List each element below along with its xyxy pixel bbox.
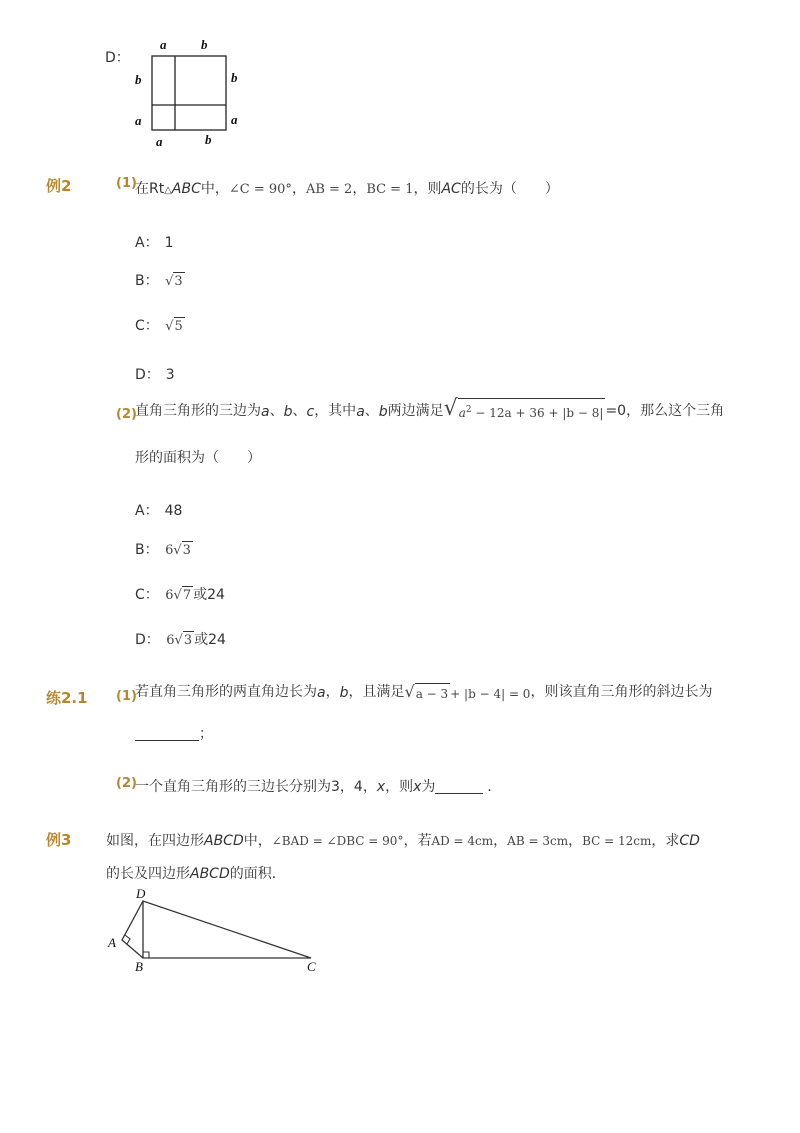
- sqrt-expression: [444, 398, 606, 420]
- pr21-q1-text-part: 若直角三角形的两直角边长为: [135, 684, 317, 700]
- pr21-q1-text-part: ，且满足: [348, 684, 405, 700]
- radicand: 3: [182, 543, 191, 558]
- answer-blank[interactable]: [135, 726, 199, 741]
- practice-2-1-label: 练2.1: [46, 689, 88, 707]
- angle-condition: ∠C = 90°: [228, 182, 292, 197]
- vertex-label-b: B: [135, 959, 143, 974]
- ex3-text-part: 中，: [243, 833, 272, 849]
- ex2-q1-text-part: ，则: [413, 181, 442, 197]
- option-suffix: 或24: [194, 632, 226, 648]
- example-3-label: 例3: [46, 831, 72, 849]
- separator: 、: [269, 403, 284, 419]
- quadrilateral-name: ABCD: [204, 833, 244, 849]
- var-a: a: [356, 404, 365, 420]
- radical-sign: √: [173, 543, 182, 558]
- label-right-b: b: [231, 70, 238, 85]
- ex2-q1-option-d[interactable]: [135, 364, 175, 384]
- pr21-q2-text-part: 一个直角三角形的三边长分别为3，4，: [135, 779, 377, 795]
- option-d-label: D：: [105, 50, 130, 66]
- var-c: c: [306, 404, 315, 420]
- separator: ，: [352, 181, 367, 197]
- ex2-q1-text-part: 的长为（ ）: [460, 181, 559, 197]
- side-ac: AC: [441, 181, 461, 197]
- ex2-q2-text-line2: 形的面积为（ ）: [135, 450, 261, 466]
- separator: 、: [364, 403, 379, 419]
- radicand: 3: [183, 633, 193, 648]
- radicand: 7: [182, 588, 192, 603]
- quadrilateral-figure: [100, 882, 330, 977]
- label-bottom-a: a: [156, 134, 163, 149]
- vertex-label-c: C: [307, 959, 316, 974]
- sqrt-expression: [173, 541, 193, 558]
- exponent: 2: [465, 405, 472, 415]
- ex2-q1-number: (1): [116, 176, 137, 191]
- outer-square: [152, 56, 226, 130]
- var-b: b: [283, 404, 293, 420]
- abs-expression: + |b − 4| = 0: [450, 687, 531, 701]
- radical-sign: √: [174, 633, 183, 648]
- option-label: A：: [135, 235, 159, 251]
- option-label: A：: [135, 503, 159, 519]
- pr21-q1-text-part: ，则该直角三角形的斜边长为: [530, 684, 713, 700]
- ex2-q2-option-c[interactable]: [135, 584, 225, 604]
- option-value: 1: [164, 235, 174, 251]
- option-label: D：: [135, 367, 160, 383]
- ex2-q2-text-part: ，其中: [314, 403, 357, 419]
- var-b: b: [339, 685, 349, 701]
- separator: 、: [292, 403, 307, 419]
- side-cd: CD: [679, 833, 700, 849]
- ex2-q1-text: [135, 178, 559, 198]
- label-bottom-b: b: [205, 132, 212, 147]
- ex2-q2-number: (2): [116, 407, 137, 422]
- ex3-text-part: 如图，在四边形: [106, 833, 204, 849]
- right-angle-mark-b: [143, 952, 149, 958]
- ex2-q2-option-b[interactable]: [135, 539, 193, 559]
- pr21-q2-text-part: ，则: [385, 779, 414, 795]
- var-a: a: [317, 685, 326, 701]
- ex3-text-line2: [106, 863, 286, 883]
- var-b: b: [378, 404, 388, 420]
- separator: ，: [568, 833, 583, 849]
- ex3-text-part: 的长及四边形: [106, 866, 190, 882]
- radicand: 3: [174, 274, 183, 289]
- option-label: D：: [135, 632, 160, 648]
- vertex-label-a: A: [108, 935, 116, 950]
- ex2-q2-text: [135, 398, 724, 420]
- side-bc: BC = 12cm: [582, 834, 652, 848]
- pr21-q1-answer-line: [135, 723, 213, 743]
- ex2-q1-text-part: 中，: [200, 181, 229, 197]
- option-label: C：: [135, 587, 159, 603]
- ex2-q2-text-part: 两边满足: [387, 403, 444, 419]
- punctuation: ．: [487, 779, 502, 795]
- pr21-q2-text: [135, 776, 501, 796]
- label-left-b: b: [135, 72, 142, 87]
- option-value: 3: [165, 367, 175, 383]
- radical-sign: √: [165, 319, 174, 334]
- pr21-q2-text-part: 为: [421, 779, 436, 795]
- ex3-text-part: ，求: [651, 833, 680, 849]
- pr21-q1-number: (1): [116, 689, 137, 704]
- pr21-q2-number: (2): [116, 776, 137, 791]
- sqrt-expression: [404, 682, 450, 701]
- ex2-q1-text-part: 在Rt: [135, 181, 165, 197]
- option-label: C：: [135, 318, 159, 334]
- ex2-q1-option-b[interactable]: [135, 270, 185, 290]
- option-label: B：: [135, 542, 159, 558]
- sqrt-expression: [165, 272, 185, 289]
- radicand-rest: − 12a + 36 + |b − 8|: [471, 406, 604, 420]
- option-value: 48: [164, 503, 183, 519]
- ex2-q2-text-part: =0，那么这个三角: [605, 403, 725, 419]
- radical-sign: √: [443, 396, 458, 421]
- ex3-text-line1: [106, 830, 700, 850]
- sqrt-expression: [175, 631, 195, 648]
- ex3-text-part: 的面积．: [229, 866, 286, 882]
- radical-sign: √: [404, 682, 415, 701]
- separator: ，: [291, 181, 306, 197]
- triangle-name: ABC: [171, 181, 201, 197]
- radicand: [458, 398, 606, 420]
- answer-blank[interactable]: [435, 779, 483, 794]
- pr21-q1-text: [135, 681, 712, 701]
- separator: ，: [325, 684, 340, 700]
- separator: ，: [493, 833, 508, 849]
- side-bc-condition: BC = 1: [366, 182, 414, 197]
- radical-sign: √: [165, 274, 174, 289]
- coefficient: 6: [165, 543, 174, 558]
- radical-sign: √: [173, 588, 182, 603]
- var-x: x: [413, 779, 422, 795]
- label-right-a: a: [231, 112, 238, 127]
- quadrilateral-name: ABCD: [190, 866, 230, 882]
- ex2-q2-option-d[interactable]: [135, 629, 226, 649]
- sqrt-expression: [165, 317, 185, 334]
- coefficient: 6: [166, 633, 175, 648]
- ex2-q2-text-part: 直角三角形的三边为: [135, 403, 261, 419]
- option-label: B：: [135, 273, 159, 289]
- radicand: 5: [174, 319, 183, 334]
- var-x: x: [376, 779, 386, 795]
- triangle-symbol: △: [164, 185, 172, 196]
- label-left-a: a: [135, 113, 142, 128]
- example-2-label: 例2: [46, 177, 72, 195]
- option-suffix: 或24: [193, 587, 225, 603]
- var-a: a: [261, 404, 270, 420]
- label-top-b: b: [201, 37, 208, 52]
- square-figure: [125, 35, 250, 150]
- vertex-label-d: D: [136, 886, 146, 901]
- ex2-q1-option-a[interactable]: [135, 232, 174, 252]
- coefficient: 6: [165, 588, 174, 603]
- punctuation: ；: [199, 726, 213, 742]
- side-ab: AB = 3cm: [507, 834, 569, 848]
- ex2-q1-option-c[interactable]: [135, 315, 185, 335]
- ex2-q2-option-a[interactable]: [135, 500, 182, 520]
- label-top-a: a: [160, 37, 167, 52]
- radicand: a − 3: [415, 683, 450, 701]
- side-ab-condition: AB = 2: [305, 182, 353, 197]
- radicand-var: a: [458, 406, 466, 420]
- angle-conditions: ∠BAD = ∠DBC = 90°: [271, 834, 404, 848]
- sqrt-expression: [174, 586, 194, 603]
- quadrilateral-abcd: [122, 901, 311, 958]
- ex3-text-part: ，若: [403, 833, 432, 849]
- side-ad: AD = 4cm: [431, 834, 494, 848]
